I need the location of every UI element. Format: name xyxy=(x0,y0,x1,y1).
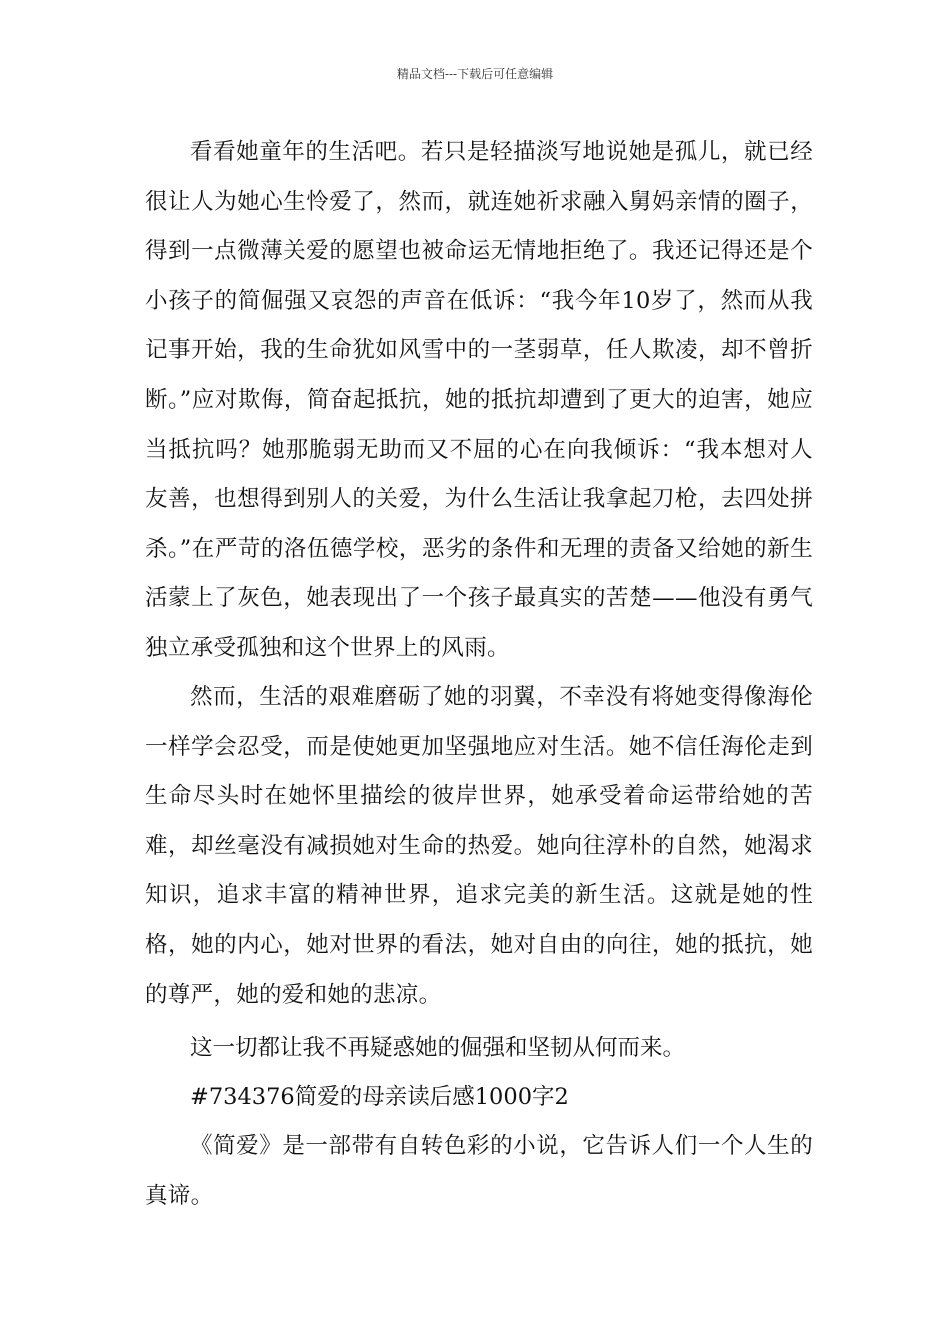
paragraph-intro-jane-eyre: 《简爱》是一部带有自转色彩的小说，它告诉人们一个人生的真谛。 xyxy=(145,1133,813,1209)
section-heading: #734376简爱的母亲读后感1000字2 xyxy=(190,1084,569,1110)
page-header-watermark: 精品文档---下载后可任意编辑 xyxy=(396,67,554,81)
paragraph-conclusion: 这一切都让我不再疑惑她的倔强和坚韧从何而来。 xyxy=(190,1035,686,1061)
paragraph-hardship: 然而，生活的艰难磨砺了她的羽翼，不幸没有将她变得像海伦一样学会忍受，而是使她更加坚强地应对生活。她不信任海伦走到生命尽头时在她怀里描绘的彼岸世界，她承受着命运带给她的苦难，却丝毫没有减损她对生命的热爱。她向往淳朴的自然，她渴求知识，追求丰富的精神世界，追求完美的新生活。这就是她的性格，她的内心，她对世界的看法，她对自由的向往，她的抵抗，她的尊严，她的爱和她的悲凉。 xyxy=(145,684,813,1008)
paragraph-childhood: 看看她童年的生活吧。若只是轻描淡写地说她是孤儿，就已经很让人为她心生怜爱了，然而，就连她祈求融入舅妈亲情的圈子，得到一点微薄关爱的愿望也被命运无情地拒绝了。我还记得还是个小孩子的简倔强又哀怨的声音在低诉：“我今年10岁了，然而从我记事开始，我的生命犹如风雪中的一茎弱草，任人欺凌，却不曾折断。”应对欺侮，简奋起抵抗，她的抵抗却遭到了更大的迫害，她应当抵抗吗？她那脆弱无助而又不屈的心在向我倾诉：“我本想对人友善，也想得到别人的关爱，为什么生活让我拿起刀枪，去四处拼杀。”在严苛的洛伍德学校，恶劣的条件和无理的责备又给她的新生活蒙上了灰色，她表现出了一个孩子最真实的苦楚——他没有勇气独立承受孤独和这个世界上的风雨。 xyxy=(145,139,813,661)
